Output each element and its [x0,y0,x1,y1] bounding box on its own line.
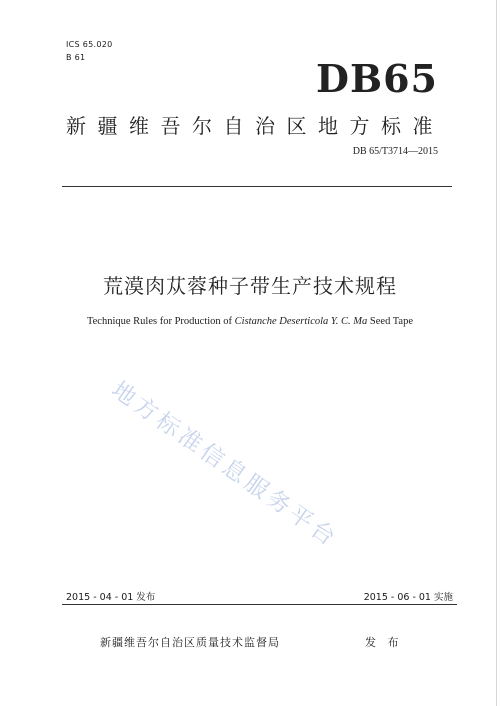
publish-label: 发 布 [365,636,403,649]
footer-divider [62,604,457,605]
implementation-date: 2015 - 06 - 01 实施 [363,592,453,603]
title-english [0,316,500,327]
title-english-prefix: Technique Rules for Production of [86,316,235,327]
ics-code: ICS 65.020 [66,40,113,49]
title-english-suffix: Seed Tape [367,316,414,327]
title-english-species: Cistanche Deserticola Y. C. Ma [234,316,368,327]
scan-edge-line [496,0,497,706]
publisher-name: 新疆维吾尔自治区质量技术监督局 [100,636,280,649]
db-logo: DB65 [316,56,438,101]
watermark: 地方标准信息服务平台 [106,376,343,554]
ccs-code: B 61 [66,53,86,62]
standard-number: DB 65/T3714—2015 [352,146,438,157]
header-divider [62,186,452,187]
issue-date: 2015 - 04 - 01 发布 [66,592,156,603]
title-chinese: 荒漠肉苁蓉种子带生产技术规程 [103,274,397,298]
standard-type-heading: 新疆维吾尔自治区地方标准 [66,114,444,138]
